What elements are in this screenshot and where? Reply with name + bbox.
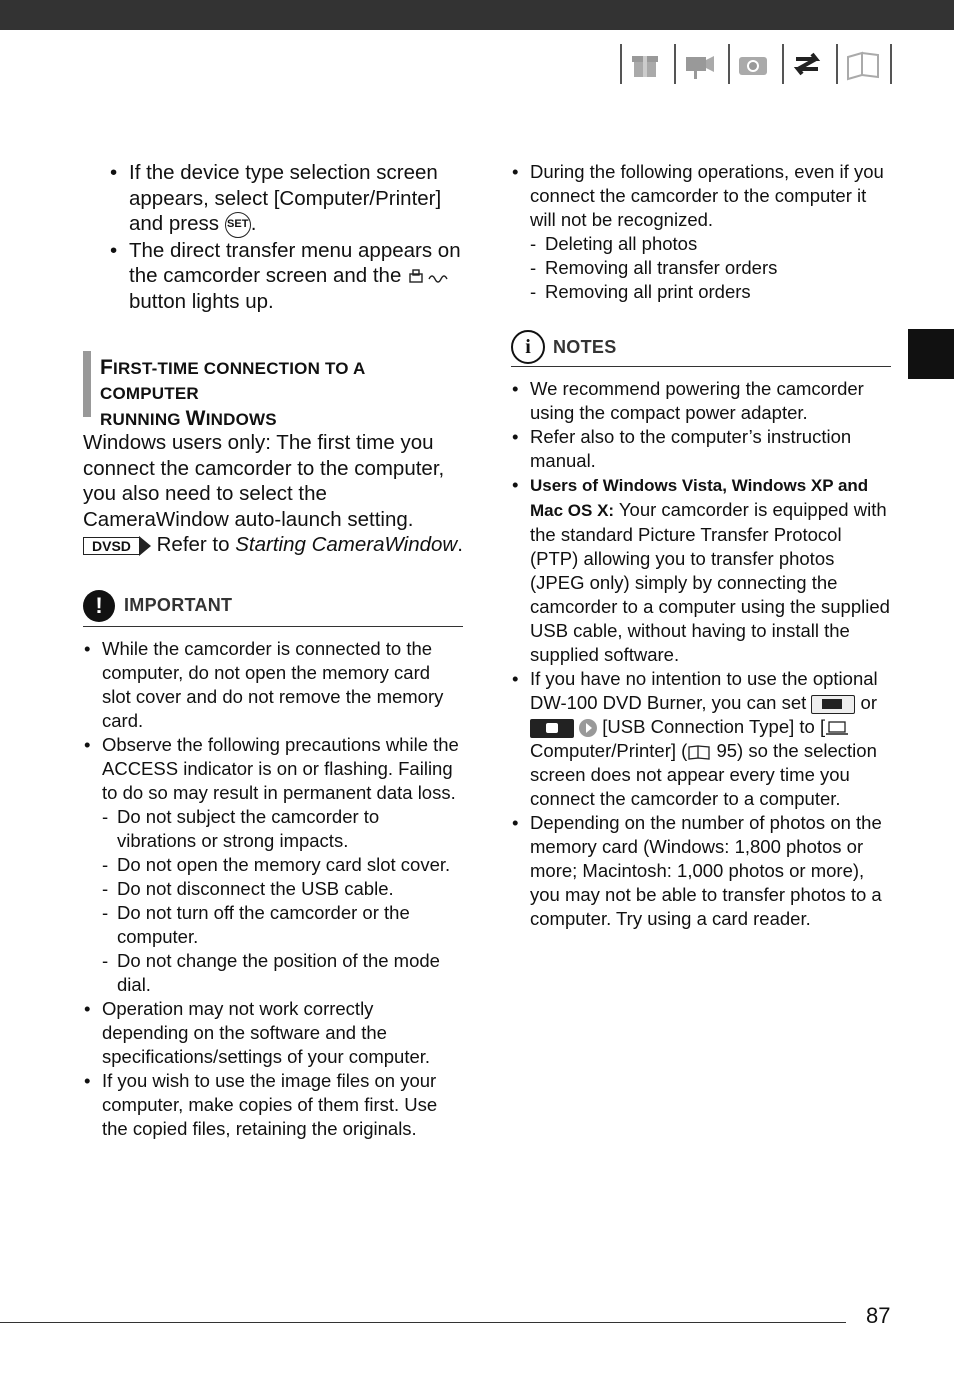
list-item: • We recommend powering the camcorder using the compact power adapter. <box>511 377 891 425</box>
dvsd-reference-icon: DVSD <box>83 537 151 555</box>
list-item: • The direct transfer menu appears on the camcorder screen and the button lights up. <box>83 238 463 315</box>
book-reference-icon <box>687 744 711 760</box>
sub-list-item: - Removing all print orders <box>511 280 891 304</box>
photo-camera-icon <box>736 44 782 84</box>
playback-movie-button-icon <box>811 695 855 714</box>
list-item: • Operation may not work correctly depending on the software and the specifications/settings of your computer. <box>83 997 463 1069</box>
list-item: • Users of Windows Vista, Windows XP and Mac OS X: Your camcorder is equipped with the standard Picture Transfer Protocol (PTP) allowing you to transfer photos (JPEG only) simply by connecting the camcorder to a computer using the supplied USB cable, without having to install the supplied software. <box>511 473 891 667</box>
recognition-list <box>511 160 891 304</box>
exclamation-icon: ! <box>83 590 115 622</box>
list-item: • If you have no intention to use the optional DW-100 DVD Burner, you can set or [USB Connection Type] to [ Computer/Printer] ( 95) so the selection screen does not appear every time you connect the camcorder to a computer. <box>511 667 891 811</box>
computer-printer-icon <box>825 720 849 736</box>
sub-list-item: - Deleting all photos <box>511 232 891 256</box>
page-number: 87 <box>866 1303 891 1328</box>
transfer-arrows-icon <box>790 44 836 84</box>
list-item: • While the camcorder is connected to the computer, do not open the memory card slot cover and do not remove the memory card. <box>83 637 463 733</box>
list-item: • During the following operations, even if you connect the camcorder to the computer it will not be recognized. <box>511 160 891 232</box>
intro-paragraph: Windows users only: The first time you connect the camcorder to the computer, you also need to select the CameraWindow auto-launch setting. DVSD Refer to Starting CameraWindow. <box>83 431 463 557</box>
print-share-icon <box>407 269 449 285</box>
notes-list <box>511 377 891 931</box>
sub-list-item: - Do not turn off the camcorder or the computer. <box>83 901 463 949</box>
list-item: • Refer also to the computer’s instruction manual. <box>511 425 891 473</box>
info-icon: i <box>511 330 545 364</box>
notes-heading <box>511 330 891 367</box>
list-item: • Observe the following precautions while the ACCESS indicator is on or flashing. Failing to do so may result in permanent data loss. <box>83 733 463 805</box>
left-column <box>83 160 463 1141</box>
list-item: • Depending on the number of photos on the memory card (Windows: 1,800 photos or more; Macintosh: 1,000 photos or more), you may not be able to transfer photos to a computer. Try using a card reader. <box>511 811 891 931</box>
sub-list-item: - Removing all transfer orders <box>511 256 891 280</box>
right-column <box>511 160 891 931</box>
list-item: • If you wish to use the image files on your computer, make copies of them first. Use the copied files, retaining the originals. <box>83 1069 463 1141</box>
set-button-icon: SET <box>225 212 251 238</box>
list-item: • If the device type selection screen appears, select [Computer/Printer] and press SET . <box>83 160 463 238</box>
section-bar <box>83 351 91 417</box>
section-heading: FIRST-TIME CONNECTION TO A COMPUTER RUNNING WINDOWS <box>83 351 463 417</box>
important-heading <box>83 590 463 627</box>
intro-gift-icon <box>628 44 674 84</box>
reference-title: Starting CameraWindow <box>235 533 458 557</box>
movie-camera-icon <box>682 44 728 84</box>
notes-label: NOTES <box>553 336 617 357</box>
sub-list-item: - Do not subject the camcorder to vibrations or strong impacts. <box>83 805 463 853</box>
top-bar <box>0 0 954 30</box>
important-label: IMPORTANT <box>124 595 233 616</box>
sub-list-item: - Do not disconnect the USB cable. <box>83 877 463 901</box>
sub-list-item: - Do not change the position of the mode dial. <box>83 949 463 997</box>
book-icon <box>844 44 890 84</box>
menu-arrow-icon <box>579 719 597 737</box>
side-tab-marker <box>908 329 954 379</box>
sub-list-item: - Do not open the memory card slot cover. <box>83 853 463 877</box>
chapter-nav <box>620 44 898 86</box>
footer-rule <box>0 1322 846 1323</box>
intro-bullets <box>83 160 463 314</box>
important-list <box>83 637 463 1141</box>
playback-photo-button-icon <box>530 719 574 738</box>
